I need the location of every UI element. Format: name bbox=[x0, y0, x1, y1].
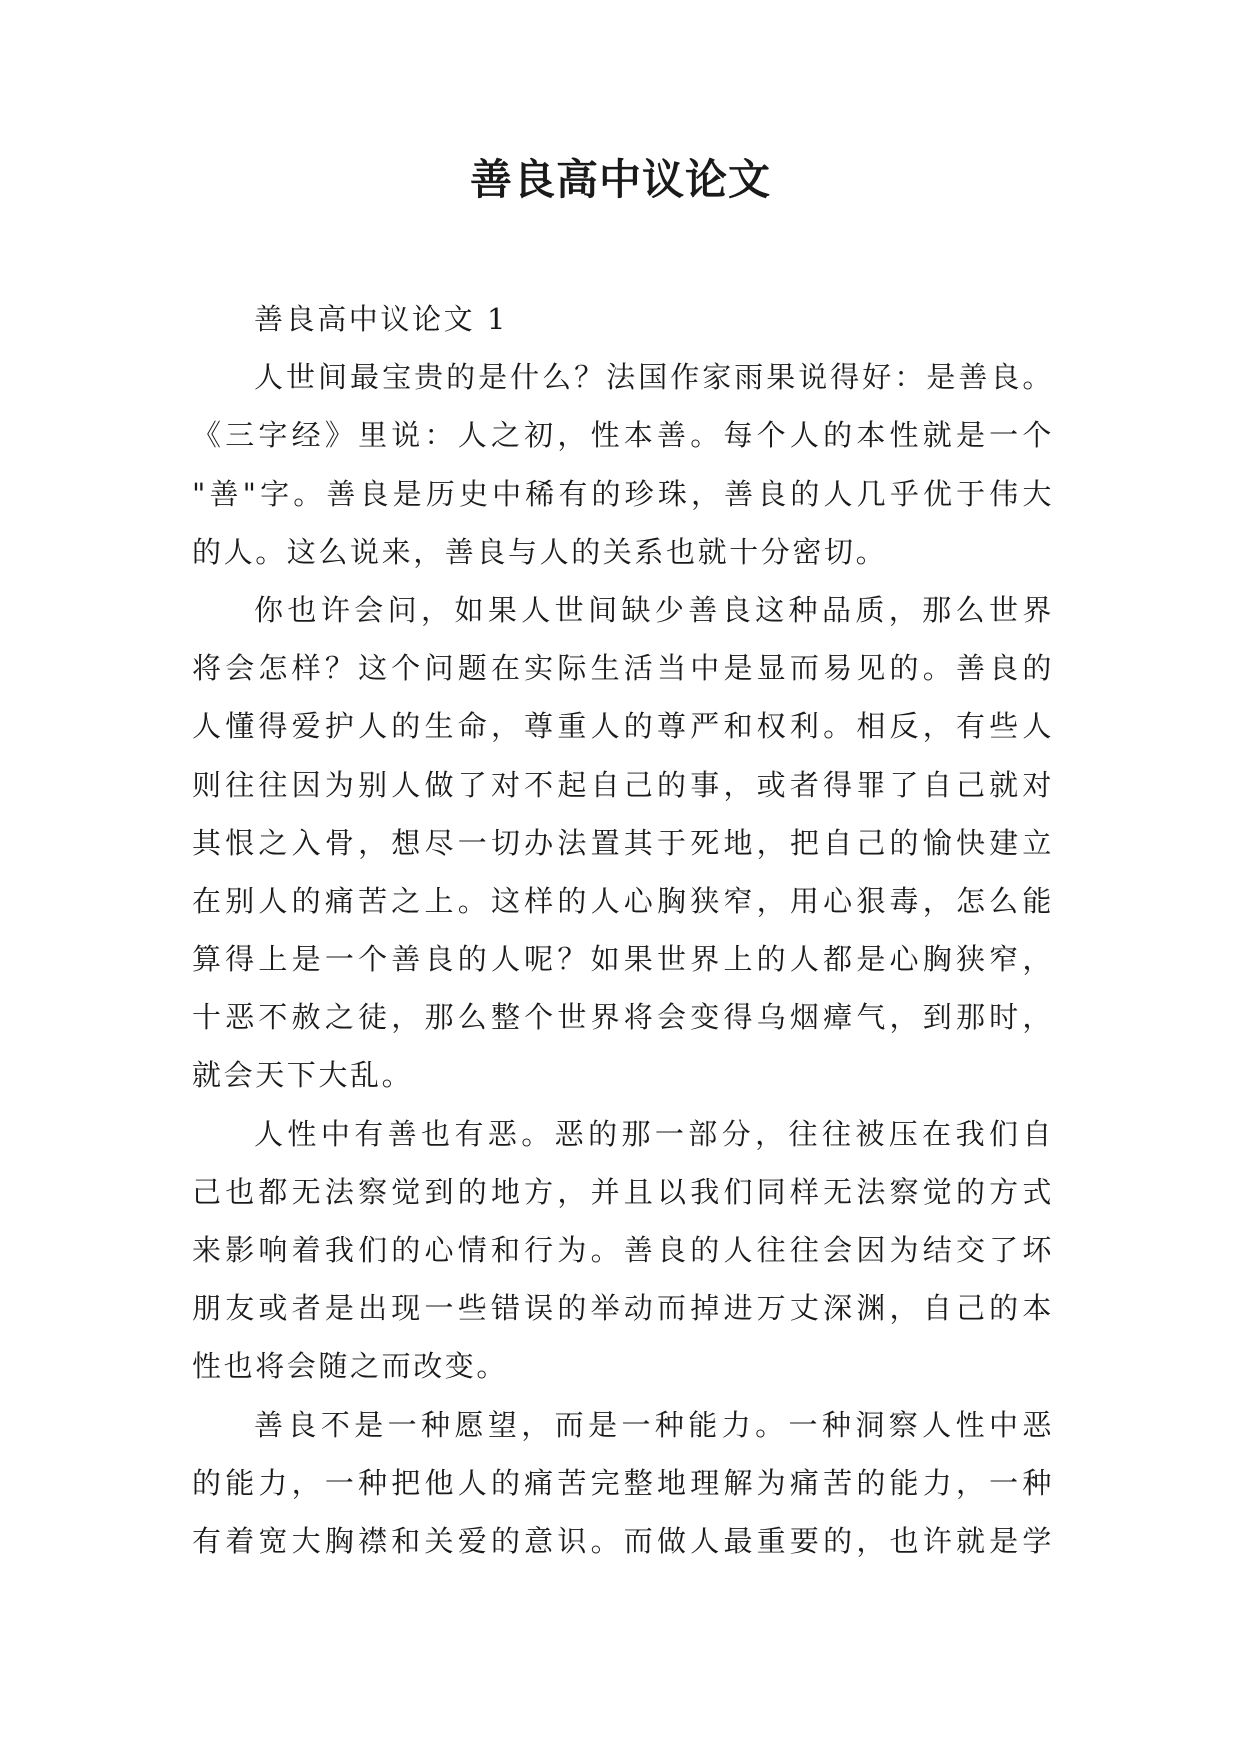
paragraph-line: "善"字。善良是历史中稀有的珍珠，善良的人几乎优于伟大 bbox=[192, 476, 1054, 511]
paragraph-line: 有着宽大胸襟和关爱的意识。而做人最重要的，也许就是学 bbox=[192, 1523, 1054, 1558]
paragraph-line: 性也将会随之而改变。 bbox=[192, 1349, 509, 1384]
document-title: 善良高中议论文 bbox=[469, 155, 771, 204]
section-heading: 善良高中议论文 1 bbox=[254, 302, 509, 336]
paragraph-line: 人性中有善也有恶。恶的那一部分，往往被压在我们自 bbox=[254, 1116, 1054, 1151]
paragraph-line: 算得上是一个善良的人呢？如果世界上的人都是心胸狭窄， bbox=[192, 942, 1054, 977]
paragraph-line: 朋友或者是出现一些错误的举动而掉进万丈深渊，自己的本 bbox=[192, 1291, 1054, 1326]
paragraph-line: 己也都无法察觉到的地方，并且以我们同样无法察觉的方式 bbox=[192, 1174, 1054, 1209]
paragraph-line: 人懂得爱护人的生命，尊重人的尊严和权利。相反，有些人 bbox=[192, 709, 1054, 744]
document-body bbox=[192, 290, 1054, 1570]
paragraph-line: 的人。这么说来，善良与人的关系也就十分密切。 bbox=[192, 534, 888, 569]
paragraph-line: 在别人的痛苦之上。这样的人心胸狭窄，用心狠毒，怎么能 bbox=[192, 883, 1054, 918]
paragraph-line: 《三字经》里说：人之初，性本善。每个人的本性就是一个 bbox=[192, 418, 1054, 453]
paragraph-line: 则往往因为别人做了对不起自己的事，或者得罪了自己就对 bbox=[192, 767, 1054, 802]
paragraph-line: 来影响着我们的心情和行为。善良的人往往会因为结交了坏 bbox=[192, 1233, 1054, 1267]
paragraph-line: 就会天下大乱。 bbox=[192, 1058, 414, 1093]
paragraph-line: 善良不是一种愿望，而是一种能力。一种洞察人性中恶 bbox=[254, 1407, 1054, 1442]
paragraph-line: 将会怎样？这个问题在实际生活当中是显而易见的。善良的 bbox=[192, 651, 1054, 686]
paragraph-line: 其恨之入骨，想尽一切办法置其于死地，把自己的愉快建立 bbox=[192, 825, 1054, 860]
paragraph-line: 人世间最宝贵的是什么？法国作家雨果说得好：是善良。 bbox=[254, 360, 1054, 395]
paragraph-line: 十恶不赦之徒，那么整个世界将会变得乌烟瘴气，到那时， bbox=[192, 1000, 1054, 1035]
paragraph-line: 你也许会问，如果人世间缺少善良这种品质，那么世界 bbox=[254, 592, 1054, 627]
paragraph-line: 的能力，一种把他人的痛苦完整地理解为痛苦的能力，一种 bbox=[192, 1465, 1054, 1500]
